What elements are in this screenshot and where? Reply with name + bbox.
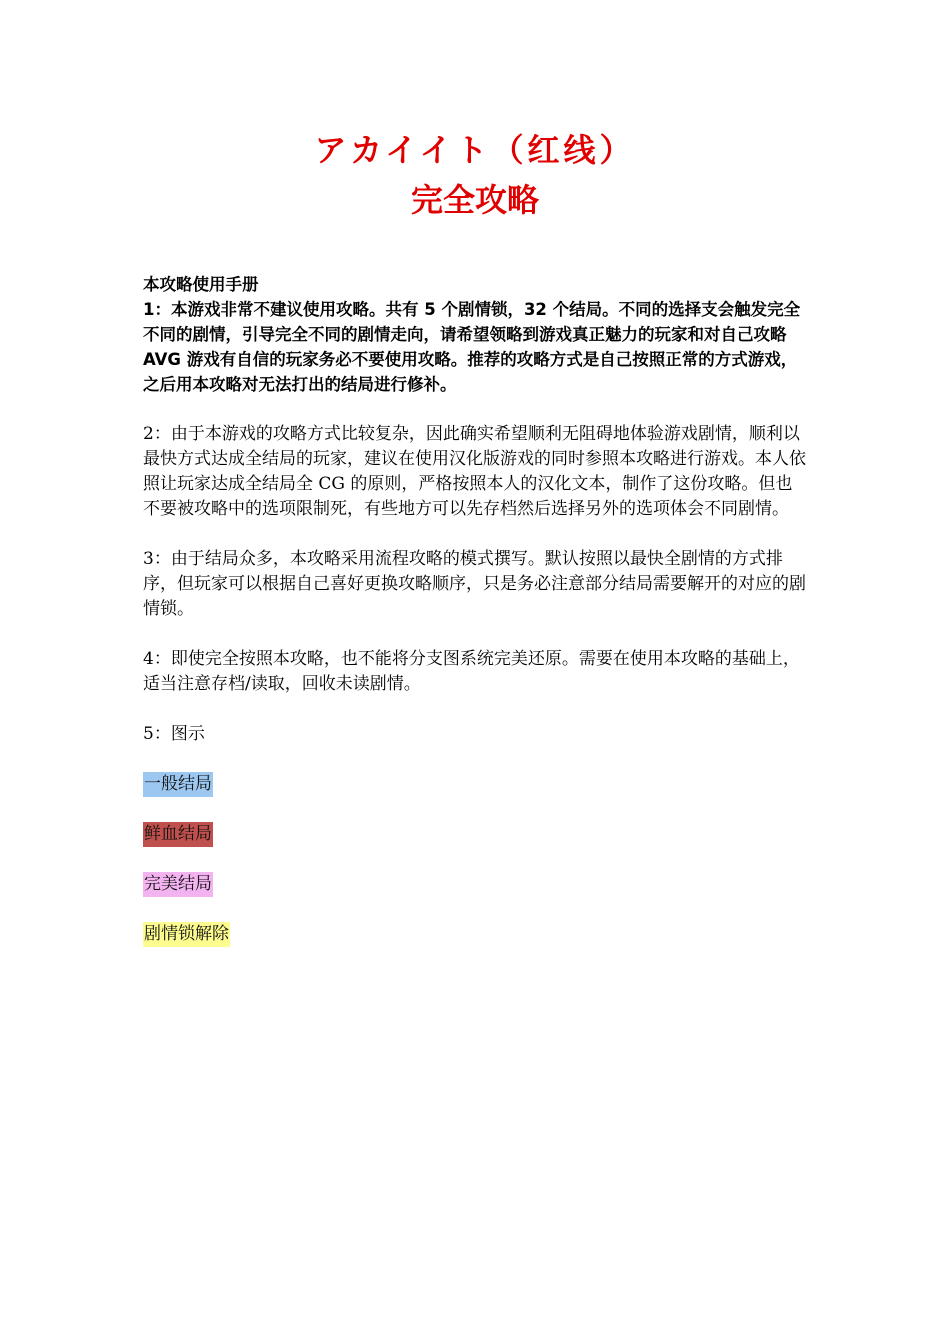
manual-paragraph-2: 2：由于本游戏的攻略方式比较复杂，因此确实希望顺利无阻碍地体验游戏剧情，顺利以最快方式达成全结局的玩家，建议在使用汉化版游戏的同时参照本攻略进行游戏。本人依照让玩家达成全结局全 CG 的原则，严格按照本人的汉化文本，制作了这份攻略。但也不要被攻略中的选项限制死，有些地方可以先存档然后选择另外的选项体会不同剧情。 <box>143 424 806 519</box>
manual-content <box>143 272 809 947</box>
manual-paragraph-3: 3：由于结局众多，本攻略采用流程攻略的模式撰写。默认按照以最快全剧情的方式排序，但玩家可以根据自己喜好更换攻略顺序，只是务必注意部分结局需要解开的对应的剧情锁。 <box>143 549 806 619</box>
title-line-2: 完全攻略 <box>410 181 539 219</box>
legend-story-lock-release: 剧情锁解除 <box>143 922 230 947</box>
manual-paragraph-4: 4：即使完全按照本攻略，也不能将分支图系统完美还原。需要在使用本攻略的基础上，适当注意存档/读取，回收未读剧情。 <box>143 649 800 694</box>
legend-normal-ending: 一般结局 <box>143 772 213 797</box>
manual-paragraph-5: 5：图示 <box>143 724 205 744</box>
legend-blood-ending: 鲜血结局 <box>143 822 213 847</box>
title-line-1: アカイイト（红线） <box>314 131 636 169</box>
manual-paragraph-1: 1：本游戏非常不建议使用攻略。共有 5 个剧情锁，32 个结局。不同的选择支会触发完全不同的剧情，引导完全不同的剧情走向，请希望领略到游戏真正魅力的玩家和对自己攻略 AVG 游戏有自信的玩家务必不要使用攻略。推荐的攻略方式是自己按照正常的方式游戏，之后用本攻略对无法打出的结局进行修补。 <box>143 300 801 394</box>
manual-heading: 本攻略使用手册 <box>143 275 259 294</box>
legend-perfect-ending: 完美结局 <box>143 872 213 897</box>
